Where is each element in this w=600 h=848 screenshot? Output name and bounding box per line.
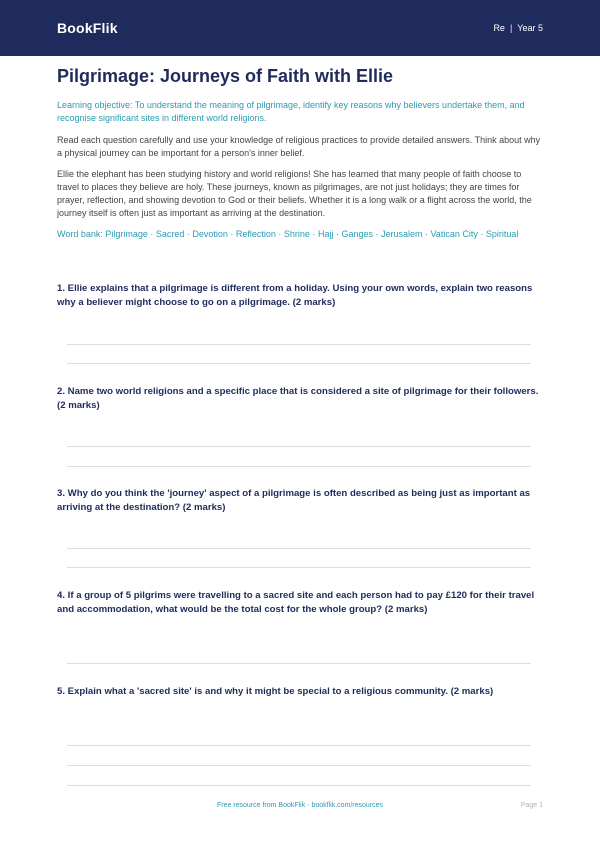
footer-link[interactable]: Free resource from BookFlik · bookflik.com/resources [216,802,384,809]
subject-year [493,23,543,33]
question-1: 1. Ellie explains that a pilgrimage is different from a holiday. Using your own words, explain two reasons why a believer might choose to go on a pilgrimage. (2 marks) [57,283,533,308]
answer-line[interactable] [67,567,531,568]
question-3: 3. Why do you think the 'journey' aspect of a pilgrimage is often described as being just as important as arriving at the destination? (2 marks) [57,488,531,513]
learning-objective: Learning objective: To understand the meaning of pilgrimage, identify key reasons why believers undertake them, and recognise significant sites in different world religions. [57,100,525,123]
page-number: Page 1 [520,802,543,809]
question-5: 5. Explain what a 'sacred site' is and why it might be special to a religious community. (2 marks) [57,686,494,697]
answer-line[interactable] [67,785,531,786]
page-title: Pilgrimage: Journeys of Faith with Ellie [57,66,394,86]
answer-line[interactable] [67,663,531,664]
answer-line[interactable] [67,446,531,447]
answer-line[interactable] [67,363,531,364]
subject-label: Re [493,23,505,33]
answer-line[interactable] [67,548,531,549]
worksheet-intro [57,64,543,241]
question-2: 2. Name two world religions and a specific place that is considered a site of pilgrimage for their followers. (2 marks) [57,386,539,411]
question-4: 4. If a group of 5 pilgrims were travelling to a sacred site and each person had to pay £120 for their travel and accommodation, what would be the total cost for the whole group? (2 marks) [57,590,535,615]
meta-separator: | [509,23,513,33]
answer-line[interactable] [67,466,531,467]
word-bank: Word bank: Pilgrimage · Sacred · Devotion · Reflection · Shrine · Hajj · Ganges · Jerusalem · Vatican City · Spiritual [57,229,519,239]
year-label: Year 5 [517,23,543,33]
story-paragraph: Ellie the elephant has been studying history and world religions! She has learned that many people of faith choose to travel to places they believe are holy. These journeys, known as pilgrimages, are not just holidays; they are times for prayer, reflection, and showing devotion to God or their beliefs. Whether it is a long walk or a flight across the world, the journey itself is often just as important as arriving at the destination. [57,169,532,218]
answer-line[interactable] [67,344,531,345]
answer-line[interactable] [67,765,531,766]
page-footer [0,802,600,816]
brand-logo: BookFlik [57,20,118,36]
answer-line[interactable] [67,745,531,746]
page-header [0,0,600,56]
instructions: Read each question carefully and use your knowledge of religious practices to provide detailed answers. Think about why a physical journey can be important for a person's inner belief. [57,135,541,158]
